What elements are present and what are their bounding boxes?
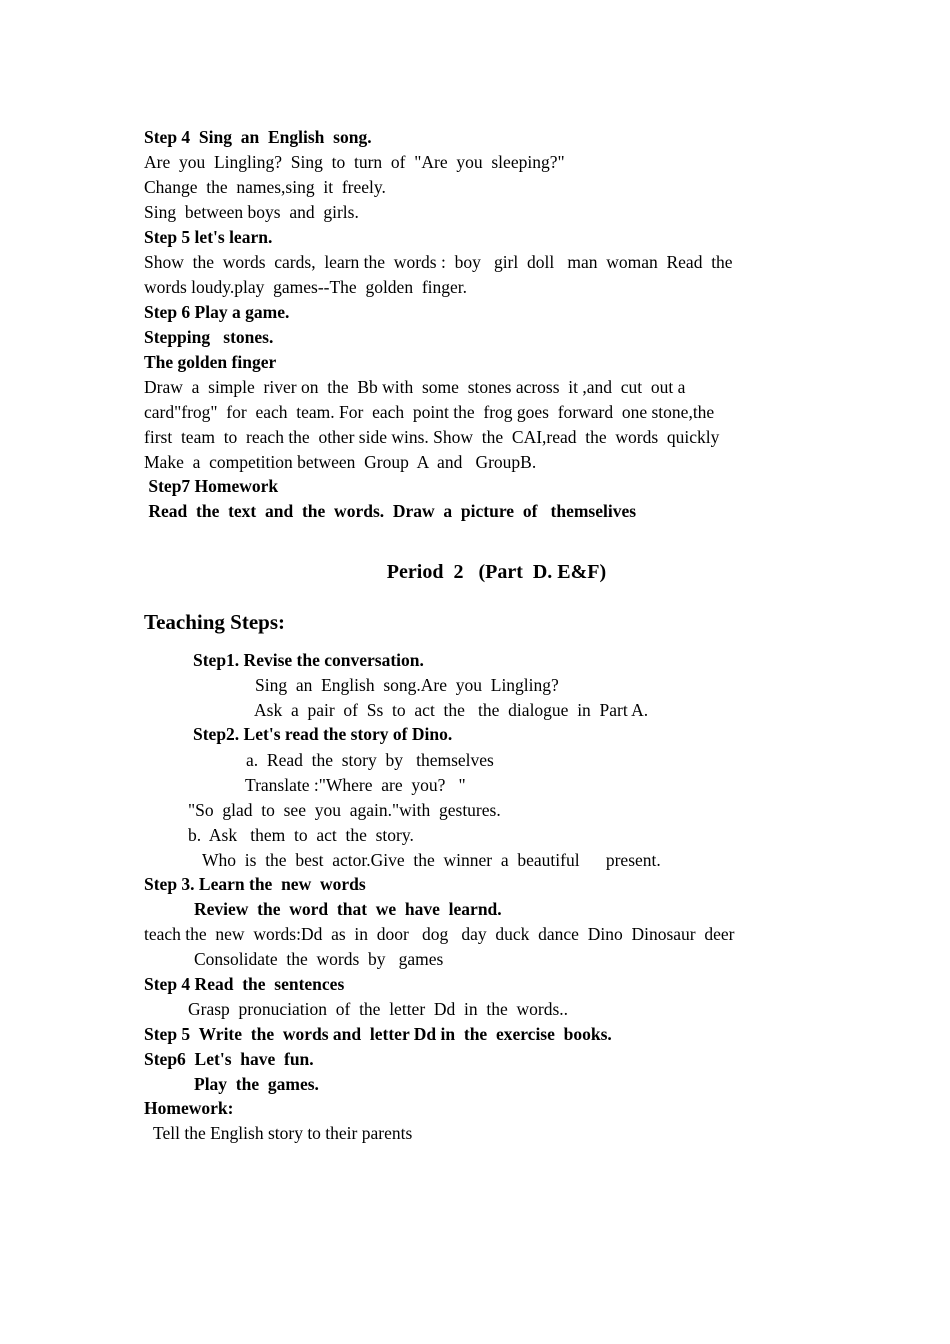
step6-line-4: Make a competition between Group A and GroupB.	[144, 452, 537, 472]
step6-line-3: first team to reach the other side wins. Show the CAI,read the words quickly	[144, 427, 720, 447]
p2-step4-heading: Step 4 Read the sentences	[144, 974, 345, 994]
step6-line-1: Draw a simple river on the Bb with some stones across it ,and cut out a	[144, 377, 686, 397]
step4-heading: Step 4 Sing an English song.	[144, 127, 372, 147]
step5-line-1: Show the words cards, learn the words : boy girl doll man woman Read the	[144, 252, 733, 272]
period2-title: Period 2 (Part D. E&F)	[386, 561, 607, 583]
step5-line-2: words loudy.play games--The golden finger.	[144, 277, 468, 297]
p2-step2-who: Who is the best actor.Give the winner a beautiful present.	[202, 850, 661, 870]
p2-step3-review: Review the word that we have learnd.	[194, 899, 502, 919]
p2-step6-heading: Step6 Let's have fun.	[144, 1049, 314, 1069]
p2-step2-item-b: b. Ask them to act the story.	[188, 825, 414, 845]
p2-step6-line-1: Play the games.	[194, 1074, 319, 1094]
p2-step1-heading: Step1. Revise the conversation.	[193, 650, 424, 670]
step4-line-2: Change the names,sing it freely.	[144, 177, 386, 197]
step6-subheading-golden-finger: The golden finger	[144, 352, 277, 372]
step4-line-3: Sing between boys and girls.	[144, 202, 359, 222]
p2-step2-item-a: a. Read the story by themselves	[246, 750, 494, 770]
teaching-steps-heading: Teaching Steps:	[144, 610, 286, 634]
p2-step5-heading: Step 5 Write the words and letter Dd in the exercise books.	[144, 1024, 612, 1044]
p2-step1-line-2: Ask a pair of Ss to act the the dialogue in Part A.	[254, 700, 649, 720]
step6-subheading-stepping-stones: Stepping stones.	[144, 327, 274, 347]
p2-step2-translate: Translate :"Where are you? "	[245, 775, 466, 795]
step7-line-1: Read the text and the words. Draw a picture of themselives	[144, 501, 637, 521]
homework-line-1: Tell the English story to their parents	[153, 1123, 413, 1143]
step5-heading: Step 5 let's learn.	[144, 227, 273, 247]
p2-step3-heading: Step 3. Learn the new words	[144, 874, 366, 894]
p2-step2-heading: Step2. Let's read the story of Dino.	[193, 724, 453, 744]
homework-heading: Homework:	[144, 1098, 234, 1118]
step7-heading: Step7 Homework	[144, 476, 279, 496]
p2-step3-teach: teach the new words:Dd as in door dog day duck dance Dino Dinosaur deer	[144, 924, 735, 944]
p2-step4-line-1: Grasp pronuciation of the letter Dd in the words..	[188, 999, 569, 1019]
p2-step2-glad: "So glad to see you again."with gestures.	[188, 800, 501, 820]
p2-step3-consolidate: Consolidate the words by games	[194, 949, 444, 969]
step6-heading: Step 6 Play a game.	[144, 302, 290, 322]
step4-line-1: Are you Lingling? Sing to turn of "Are you sleeping?"	[144, 152, 565, 172]
p2-step1-line-1: Sing an English song.Are you Lingling?	[255, 675, 559, 695]
step6-line-2: card"frog" for each team. For each point the frog goes forward one stone,the	[144, 402, 715, 422]
